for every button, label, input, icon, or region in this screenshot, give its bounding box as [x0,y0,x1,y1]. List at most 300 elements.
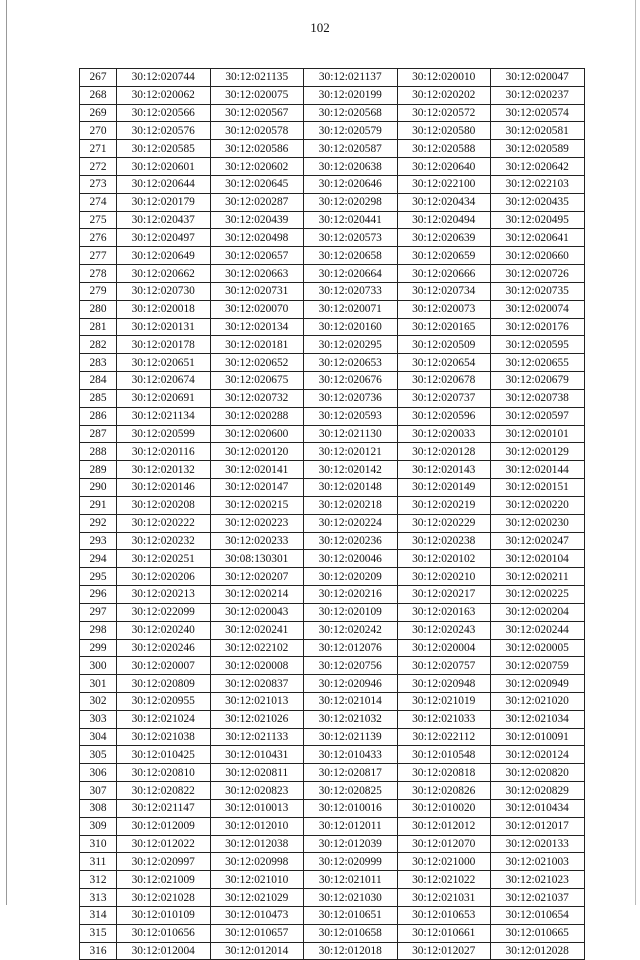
row-number-cell: 288 [80,443,117,461]
row-number-cell: 277 [80,247,117,265]
cadastral-number-cell: 30:12:020223 [210,514,304,532]
cadastral-number-cell: 30:12:020735 [491,282,585,300]
cadastral-number-cell: 30:12:012010 [210,817,304,835]
table-row [80,621,585,639]
cadastral-number-cell: 30:12:020202 [397,86,491,104]
cadastral-number-cell: 30:12:012012 [397,817,491,835]
row-number-cell: 274 [80,193,117,211]
cadastral-number-cell: 30:12:020141 [210,461,304,479]
table-row [80,425,585,443]
table-row [80,568,585,586]
cadastral-number-cell: 30:12:020639 [397,229,491,247]
table-row [80,86,585,104]
row-number-cell: 295 [80,568,117,586]
cadastral-number-cell: 30:12:020120 [210,443,304,461]
cadastral-number-cell: 30:12:020229 [397,514,491,532]
cadastral-number-cell: 30:12:020581 [491,122,585,140]
cadastral-number-cell: 30:12:020638 [304,158,398,176]
table-row [80,586,585,604]
cadastral-number-cell: 30:12:021014 [304,692,398,710]
cadastral-number-cell: 30:12:020744 [117,69,211,87]
cadastral-number-cell: 30:12:020210 [397,568,491,586]
table-row [80,675,585,693]
table-row [80,443,585,461]
cadastral-number-cell: 30:12:020946 [304,675,398,693]
cadastral-number-cell: 30:12:020660 [491,247,585,265]
cadastral-number-cell: 30:12:020247 [491,532,585,550]
cadastral-number-cell: 30:12:020148 [304,479,398,497]
cadastral-number-cell: 30:12:021026 [210,710,304,728]
cadastral-number-cell: 30:12:021135 [210,69,304,87]
cadastral-number-cell: 30:12:020132 [117,461,211,479]
cadastral-number-cell: 30:12:020010 [397,69,491,87]
cadastral-number-cell: 30:12:020585 [117,140,211,158]
cadastral-number-cell: 30:12:020240 [117,621,211,639]
cadastral-number-cell: 30:12:020178 [117,336,211,354]
row-number-cell: 275 [80,211,117,229]
table-row [80,300,585,318]
cadastral-number-cell: 30:12:020237 [491,86,585,104]
cadastral-number-cell: 30:12:020233 [210,532,304,550]
cadastral-number-cell: 30:12:020574 [491,104,585,122]
cadastral-number-cell: 30:08:130301 [210,550,304,568]
cadastral-number-cell: 30:12:020811 [210,764,304,782]
cadastral-number-cell: 30:12:020070 [210,300,304,318]
table-row [80,265,585,283]
cadastral-number-cell: 30:12:010657 [210,924,304,942]
cadastral-number-cell: 30:12:021038 [117,728,211,746]
cadastral-number-cell: 30:12:020208 [117,496,211,514]
cadastral-number-cell: 30:12:020165 [397,318,491,336]
cadastral-number-cell: 30:12:020645 [210,175,304,193]
table-row [80,318,585,336]
cadastral-number-cell: 30:12:020133 [491,835,585,853]
cadastral-number-cell: 30:12:010431 [210,746,304,764]
table-row [80,407,585,425]
cadastral-number-cell: 30:12:021130 [304,425,398,443]
cadastral-number-cell: 30:12:020131 [117,318,211,336]
table-row [80,229,585,247]
cadastral-number-cell: 30:12:021009 [117,871,211,889]
row-number-cell: 282 [80,336,117,354]
cadastral-number-cell: 30:12:020659 [397,247,491,265]
table-row [80,69,585,87]
cadastral-number-cell: 30:12:020653 [304,354,398,372]
cadastral-number-cell: 30:12:020509 [397,336,491,354]
table-row [80,247,585,265]
cadastral-number-cell: 30:12:021031 [397,889,491,907]
cadastral-number-cell: 30:12:020652 [210,354,304,372]
scan-edge-left [6,0,7,905]
cadastral-number-cell: 30:12:020008 [210,657,304,675]
cadastral-number-cell: 30:12:020043 [210,603,304,621]
cadastral-number-cell: 30:12:020243 [397,621,491,639]
cadastral-number-cell: 30:12:020232 [117,532,211,550]
table-row [80,728,585,746]
cadastral-number-cell: 30:12:021020 [491,692,585,710]
cadastral-number-cell: 30:12:020676 [304,372,398,390]
row-number-cell: 278 [80,265,117,283]
cadastral-number-cell: 30:12:020071 [304,300,398,318]
cadastral-number-cell: 30:12:020999 [304,853,398,871]
cadastral-number-cell: 30:12:020441 [304,211,398,229]
scan-edge-right [635,0,636,905]
cadastral-number-cell: 30:12:020756 [304,657,398,675]
cadastral-number-cell: 30:12:020820 [491,764,585,782]
cadastral-number-cell: 30:12:020214 [210,586,304,604]
cadastral-number-cell: 30:12:020215 [210,496,304,514]
cadastral-number-cell: 30:12:020109 [304,603,398,621]
cadastral-number-cell: 30:12:010433 [304,746,398,764]
cadastral-number-cell: 30:12:020576 [117,122,211,140]
cadastral-number-cell: 30:12:020144 [491,461,585,479]
cadastral-number-cell: 30:12:020287 [210,193,304,211]
cadastral-number-cell: 30:12:020675 [210,372,304,390]
row-number-cell: 309 [80,817,117,835]
table-row [80,140,585,158]
cadastral-number-cell: 30:12:020497 [117,229,211,247]
cadastral-number-cell: 30:12:020734 [397,282,491,300]
row-number-cell: 301 [80,675,117,693]
cadastral-number-cell: 30:12:020948 [397,675,491,693]
cadastral-number-cell: 30:12:020101 [491,425,585,443]
cadastral-number-cell: 30:12:020124 [491,746,585,764]
cadastral-number-cell: 30:12:020298 [304,193,398,211]
cadastral-number-cell: 30:12:020437 [117,211,211,229]
cadastral-number-cell: 30:12:020434 [397,193,491,211]
table-row [80,514,585,532]
row-number-cell: 308 [80,799,117,817]
cadastral-number-cell: 30:12:020810 [117,764,211,782]
cadastral-number-cell: 30:12:020642 [491,158,585,176]
table-row [80,924,585,942]
cadastral-number-cell: 30:12:020073 [397,300,491,318]
cadastral-number-cell: 30:12:020826 [397,782,491,800]
cadastral-number-cell: 30:12:020733 [304,282,398,300]
cadastral-number-cell: 30:12:022112 [397,728,491,746]
row-number-cell: 310 [80,835,117,853]
cadastral-number-cell: 30:12:020640 [397,158,491,176]
cadastral-number-cell: 30:12:010020 [397,799,491,817]
cadastral-number-cell: 30:12:020176 [491,318,585,336]
cadastral-number-cell: 30:12:022102 [210,639,304,657]
row-number-cell: 300 [80,657,117,675]
cadastral-number-cell: 30:12:020149 [397,479,491,497]
cadastral-number-cell: 30:12:020586 [210,140,304,158]
cadastral-number-cell: 30:12:020823 [210,782,304,800]
cadastral-number-cell: 30:12:020222 [117,514,211,532]
cadastral-number-cell: 30:12:020663 [210,265,304,283]
cadastral-number-cell: 30:12:020046 [304,550,398,568]
row-number-cell: 303 [80,710,117,728]
cadastral-number-cell: 30:12:020211 [491,568,585,586]
table-row [80,211,585,229]
cadastral-number-cell: 30:12:021139 [304,728,398,746]
table-body [80,69,585,960]
row-number-cell: 273 [80,175,117,193]
cadastral-number-cell: 30:12:020736 [304,389,398,407]
cadastral-number-cell: 30:12:020596 [397,407,491,425]
cadastral-number-cell: 30:12:020288 [210,407,304,425]
row-number-cell: 312 [80,871,117,889]
cadastral-number-cell: 30:12:020580 [397,122,491,140]
table-row [80,282,585,300]
cadastral-number-cell: 30:12:020818 [397,764,491,782]
table-row [80,372,585,390]
cadastral-number-cell: 30:12:021022 [397,871,491,889]
cadastral-number-cell: 30:12:020225 [491,586,585,604]
cadastral-number-cell: 30:12:012039 [304,835,398,853]
cadastral-number-cell: 30:12:010548 [397,746,491,764]
cadastral-number-cell: 30:12:012022 [117,835,211,853]
row-number-cell: 287 [80,425,117,443]
cadastral-number-cell: 30:12:020018 [117,300,211,318]
cadastral-number-cell: 30:12:020588 [397,140,491,158]
cadastral-number-cell: 30:12:012018 [304,942,398,960]
cadastral-number-cell: 30:12:021010 [210,871,304,889]
cadastral-number-cell: 30:12:020658 [304,247,398,265]
table-row [80,817,585,835]
cadastral-number-cell: 30:12:021034 [491,710,585,728]
cadastral-number-cell: 30:12:021037 [491,889,585,907]
cadastral-number-cell: 30:12:020822 [117,782,211,800]
cadastral-number-cell: 30:12:010651 [304,906,398,924]
cadastral-number-cell: 30:12:010016 [304,799,398,817]
cadastral-number-cell: 30:12:010653 [397,906,491,924]
cadastral-number-cell: 30:12:020134 [210,318,304,336]
cadastral-number-cell: 30:12:020209 [304,568,398,586]
cadastral-number-cell: 30:12:022103 [491,175,585,193]
cadastral-number-cell: 30:12:020602 [210,158,304,176]
cadastral-number-cell: 30:12:020597 [491,407,585,425]
cadastral-number-cell: 30:12:021028 [117,889,211,907]
cadastral-number-cell: 30:12:020102 [397,550,491,568]
page-number: 102 [310,20,330,35]
cadastral-number-cell: 30:12:020121 [304,443,398,461]
table-row [80,158,585,176]
row-number-cell: 289 [80,461,117,479]
row-number-cell: 299 [80,639,117,657]
row-number-cell: 306 [80,764,117,782]
cadastral-number-cell: 30:12:012038 [210,835,304,853]
cadastral-number-cell: 30:12:020730 [117,282,211,300]
cadastral-number-cell: 30:12:020567 [210,104,304,122]
row-number-cell: 316 [80,942,117,960]
table-row [80,871,585,889]
cadastral-number-cell: 30:12:021029 [210,889,304,907]
table-row [80,122,585,140]
cadastral-number-cell: 30:12:020825 [304,782,398,800]
table-row [80,104,585,122]
cadastral-number-cell: 30:12:020593 [304,407,398,425]
cadastral-number-cell: 30:12:020595 [491,336,585,354]
cadastral-number-cell: 30:12:010658 [304,924,398,942]
cadastral-number-cell: 30:12:020242 [304,621,398,639]
cadastral-number-cell: 30:12:020217 [397,586,491,604]
table-row [80,550,585,568]
cadastral-number-cell: 30:12:020219 [397,496,491,514]
row-number-cell: 297 [80,603,117,621]
cadastral-number-cell: 30:12:020199 [304,86,398,104]
cadastral-number-cell: 30:12:012009 [117,817,211,835]
row-number-cell: 298 [80,621,117,639]
cadastral-number-cell: 30:12:010091 [491,728,585,746]
cadastral-number-cell: 30:12:020204 [491,603,585,621]
cadastral-number-cell: 30:12:020573 [304,229,398,247]
cadastral-number-cell: 30:12:021023 [491,871,585,889]
cadastral-table [79,68,585,960]
cadastral-number-cell: 30:12:020737 [397,389,491,407]
cadastral-number-cell: 30:12:020731 [210,282,304,300]
row-number-cell: 305 [80,746,117,764]
table-row [80,906,585,924]
row-number-cell: 293 [80,532,117,550]
cadastral-number-cell: 30:12:010425 [117,746,211,764]
cadastral-number-cell: 30:12:020829 [491,782,585,800]
row-number-cell: 276 [80,229,117,247]
cadastral-number-cell: 30:12:020578 [210,122,304,140]
cadastral-number-cell: 30:12:020732 [210,389,304,407]
row-number-cell: 268 [80,86,117,104]
cadastral-number-cell: 30:12:010013 [210,799,304,817]
table-row [80,889,585,907]
cadastral-number-cell: 30:12:020007 [117,657,211,675]
row-number-cell: 267 [80,69,117,87]
table-row [80,389,585,407]
table-row [80,479,585,497]
cadastral-number-cell: 30:12:020495 [491,211,585,229]
row-number-cell: 313 [80,889,117,907]
cadastral-number-cell: 30:12:020160 [304,318,398,336]
cadastral-number-cell: 30:12:022100 [397,175,491,193]
cadastral-number-cell: 30:12:020599 [117,425,211,443]
cadastral-number-cell: 30:12:020759 [491,657,585,675]
cadastral-number-cell: 30:12:020238 [397,532,491,550]
cadastral-number-cell: 30:12:021024 [117,710,211,728]
cadastral-number-cell: 30:12:020664 [304,265,398,283]
table-row [80,746,585,764]
row-number-cell: 281 [80,318,117,336]
table-row [80,942,585,960]
cadastral-number-cell: 30:12:020649 [117,247,211,265]
cadastral-number-cell: 30:12:020218 [304,496,398,514]
cadastral-number-cell: 30:12:020047 [491,69,585,87]
cadastral-number-cell: 30:12:020129 [491,443,585,461]
table-row [80,496,585,514]
cadastral-number-cell: 30:12:021137 [304,69,398,87]
table-row [80,799,585,817]
cadastral-number-cell: 30:12:020216 [304,586,398,604]
cadastral-number-cell: 30:12:021033 [397,710,491,728]
cadastral-number-cell: 30:12:020738 [491,389,585,407]
cadastral-number-cell: 30:12:020147 [210,479,304,497]
table-row [80,532,585,550]
cadastral-number-cell: 30:12:010656 [117,924,211,942]
cadastral-number-cell: 30:12:020439 [210,211,304,229]
cadastral-number-cell: 30:12:020809 [117,675,211,693]
cadastral-number-cell: 30:12:020163 [397,603,491,621]
row-number-cell: 290 [80,479,117,497]
row-number-cell: 294 [80,550,117,568]
cadastral-number-cell: 30:12:012070 [397,835,491,853]
table-row [80,336,585,354]
table-row [80,175,585,193]
cadastral-number-cell: 30:12:010109 [117,906,211,924]
cadastral-number-cell: 30:12:020678 [397,372,491,390]
cadastral-number-cell: 30:12:020236 [304,532,398,550]
cadastral-number-cell: 30:12:012004 [117,942,211,960]
cadastral-number-cell: 30:12:021030 [304,889,398,907]
cadastral-number-cell: 30:12:020104 [491,550,585,568]
row-number-cell: 279 [80,282,117,300]
cadastral-number-cell: 30:12:020646 [304,175,398,193]
cadastral-number-cell: 30:12:020213 [117,586,211,604]
table-row [80,354,585,372]
cadastral-number-cell: 30:12:021032 [304,710,398,728]
cadastral-number-cell: 30:12:012076 [304,639,398,657]
table-row [80,639,585,657]
row-number-cell: 307 [80,782,117,800]
row-number-cell: 302 [80,692,117,710]
table-row [80,710,585,728]
cadastral-number-cell: 30:12:020246 [117,639,211,657]
table-row [80,835,585,853]
cadastral-number-cell: 30:12:020651 [117,354,211,372]
cadastral-number-cell: 30:12:020295 [304,336,398,354]
row-number-cell: 292 [80,514,117,532]
cadastral-number-cell: 30:12:020179 [117,193,211,211]
cadastral-number-cell: 30:12:020641 [491,229,585,247]
cadastral-number-cell: 30:12:020230 [491,514,585,532]
cadastral-number-cell: 30:12:020568 [304,104,398,122]
cadastral-number-cell: 30:12:010654 [491,906,585,924]
table-row [80,853,585,871]
cadastral-number-cell: 30:12:012028 [491,942,585,960]
cadastral-number-cell: 30:12:021003 [491,853,585,871]
cadastral-number-cell: 30:12:020679 [491,372,585,390]
table-row [80,603,585,621]
cadastral-number-cell: 30:12:012011 [304,817,398,835]
cadastral-number-cell: 30:12:020206 [117,568,211,586]
row-number-cell: 315 [80,924,117,942]
table-row [80,782,585,800]
cadastral-number-cell: 30:12:010473 [210,906,304,924]
cadastral-number-cell: 30:12:020579 [304,122,398,140]
cadastral-number-cell: 30:12:020224 [304,514,398,532]
cadastral-number-cell: 30:12:020143 [397,461,491,479]
cadastral-number-cell: 30:12:021019 [397,692,491,710]
cadastral-number-cell: 30:12:020691 [117,389,211,407]
cadastral-number-cell: 30:12:020666 [397,265,491,283]
cadastral-number-cell: 30:12:020726 [491,265,585,283]
cadastral-number-cell: 30:12:010665 [491,924,585,942]
cadastral-number-cell: 30:12:020757 [397,657,491,675]
row-number-cell: 280 [80,300,117,318]
cadastral-number-cell: 30:12:020075 [210,86,304,104]
cadastral-number-cell: 30:12:020005 [491,639,585,657]
cadastral-number-cell: 30:12:020244 [491,621,585,639]
cadastral-number-cell: 30:12:020655 [491,354,585,372]
cadastral-number-cell: 30:12:020644 [117,175,211,193]
cadastral-number-cell: 30:12:020654 [397,354,491,372]
cadastral-number-cell: 30:12:020494 [397,211,491,229]
cadastral-number-cell: 30:12:020074 [491,300,585,318]
cadastral-number-cell: 30:12:020220 [491,496,585,514]
cadastral-table-container [79,68,585,960]
cadastral-number-cell: 30:12:020566 [117,104,211,122]
cadastral-number-cell: 30:12:022099 [117,603,211,621]
cadastral-number-cell: 30:12:020600 [210,425,304,443]
